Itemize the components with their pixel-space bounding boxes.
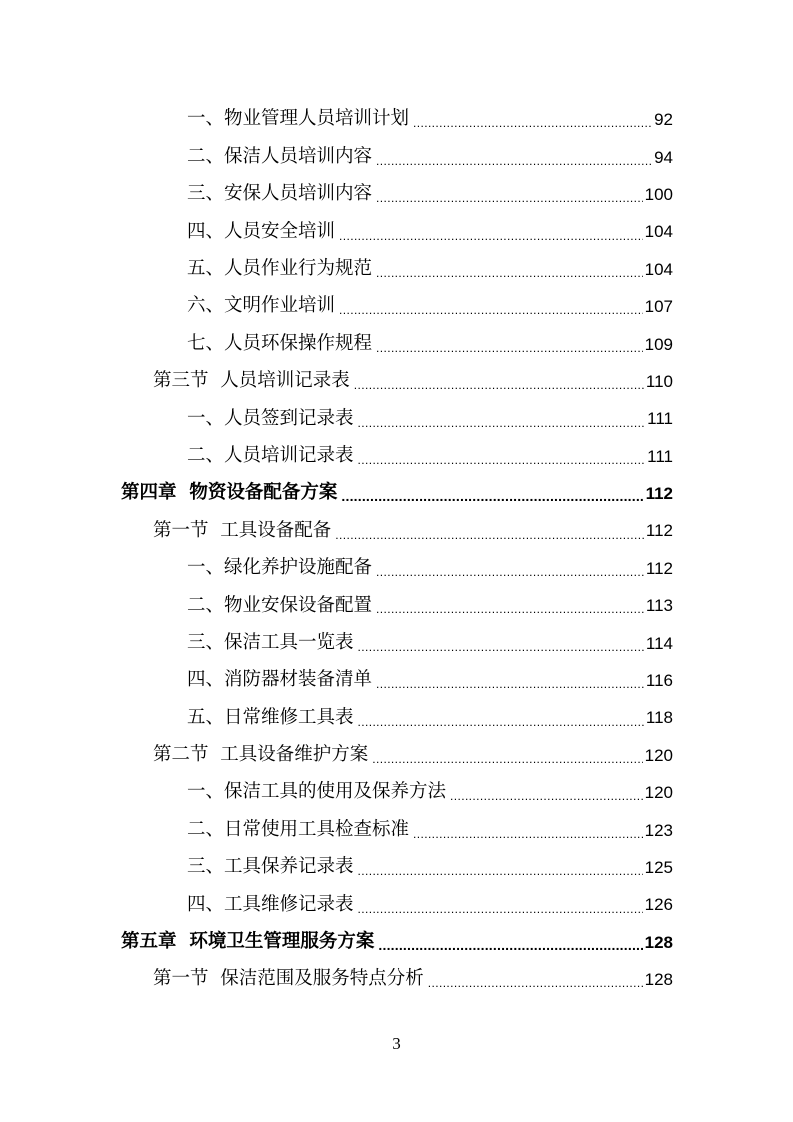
- toc-entry-title: 六、文明作业培训: [187, 295, 336, 317]
- toc-dot-leader: [339, 304, 643, 325]
- toc-dot-leader: [358, 716, 644, 737]
- toc-entry-page-number: 120: [644, 783, 673, 803]
- toc-subsection-entry[interactable]: [0, 624, 793, 661]
- toc-subsection-entry[interactable]: [0, 662, 793, 699]
- toc-entry-page-number: 125: [644, 858, 673, 877]
- toc-subsection-entry[interactable]: [0, 176, 793, 213]
- toc-entry-title: 四、消防器材装备清单: [187, 669, 373, 691]
- toc-dot-leader: [413, 828, 643, 849]
- toc-entry-title: 四、工具维修记录表: [187, 893, 354, 915]
- toc-dot-leader: [376, 192, 643, 213]
- toc-dot-leader: [378, 938, 642, 961]
- toc-entry-title: 二、日常使用工具检查标准: [187, 818, 410, 840]
- toc-section-entry[interactable]: [0, 737, 793, 774]
- toc-subsection-entry[interactable]: [0, 251, 793, 288]
- toc-entry-title: 五、人员作业行为规范: [187, 258, 373, 279]
- toc-dot-leader: [335, 529, 644, 550]
- toc-entry-title: 第四章 物资设备配备方案: [121, 482, 338, 504]
- toc-dot-leader: [358, 641, 644, 662]
- toc-subsection-entry[interactable]: [0, 550, 793, 587]
- toc-entry-page-number: 116: [645, 671, 673, 691]
- toc-section-entry[interactable]: [0, 363, 793, 400]
- toc-entry-page-number: 111: [647, 446, 673, 466]
- toc-entry-title: 七、人员环保操作规程: [187, 332, 373, 354]
- toc-entry-title: 第二节 工具设备维护方案: [153, 744, 369, 766]
- toc-section-entry[interactable]: [0, 512, 793, 549]
- toc-subsection-entry[interactable]: [0, 101, 793, 138]
- toc-dot-leader: [376, 566, 644, 587]
- toc-entry-page-number: 104: [644, 259, 673, 279]
- toc-entry-page-number: 111: [647, 409, 673, 429]
- toc-dot-leader: [341, 489, 643, 512]
- toc-chapter-entry[interactable]: [0, 924, 793, 961]
- toc-subsection-entry[interactable]: [0, 774, 793, 811]
- toc-entry-page-number: 112: [645, 484, 673, 504]
- toc-dot-leader: [376, 267, 643, 288]
- toc-entry-page-number: 112: [645, 521, 673, 541]
- toc-entry-title: 一、人员签到记录表: [187, 407, 354, 429]
- toc-dot-leader: [376, 603, 644, 624]
- toc-entry-page-number: 94: [654, 147, 673, 167]
- toc-subsection-entry[interactable]: [0, 438, 793, 475]
- toc-entry-page-number: 92: [654, 110, 673, 130]
- toc-chapter-entry[interactable]: [0, 475, 793, 512]
- toc-subsection-entry[interactable]: [0, 400, 793, 437]
- toc-entry-title: 三、安保人员培训内容: [187, 183, 373, 205]
- toc-dot-leader: [339, 230, 643, 251]
- toc-dot-leader: [428, 977, 643, 998]
- toc-dot-leader: [358, 865, 643, 886]
- toc-dot-leader: [376, 678, 644, 699]
- toc-section-entry[interactable]: [0, 961, 793, 998]
- toc-dot-leader: [358, 454, 646, 475]
- toc-entry-page-number: 128: [644, 970, 673, 990]
- toc-entry-title: 一、保洁工具的使用及保养方法: [187, 781, 447, 803]
- toc-entry-title: 第三节 人员培训记录表: [153, 370, 350, 392]
- toc-dot-leader: [358, 417, 646, 438]
- toc-subsection-entry[interactable]: [0, 811, 793, 848]
- toc-entry-page-number: 114: [645, 633, 673, 653]
- toc-entry-page-number: 109: [644, 334, 673, 354]
- toc-dot-leader: [376, 342, 643, 363]
- toc-entry-page-number: 128: [644, 932, 673, 952]
- toc-entry-title: 三、保洁工具一览表: [187, 631, 354, 653]
- toc-dot-leader: [450, 790, 643, 811]
- table-of-contents: [0, 101, 793, 998]
- toc-entry-title: 二、人员培训记录表: [187, 444, 354, 466]
- toc-entry-page-number: 110: [645, 371, 673, 391]
- toc-entry-title: 一、物业管理人员培训计划: [187, 108, 410, 130]
- toc-entry-title: 三、工具保养记录表: [187, 856, 354, 878]
- toc-dot-leader: [413, 117, 652, 138]
- toc-entry-page-number: 112: [645, 558, 673, 578]
- toc-entry-page-number: 113: [645, 596, 673, 616]
- toc-dot-leader: [354, 379, 644, 400]
- toc-entry-title: 二、保洁人员培训内容: [187, 145, 373, 167]
- toc-subsection-entry[interactable]: [0, 288, 793, 325]
- toc-entry-page-number: 120: [644, 745, 673, 765]
- toc-subsection-entry[interactable]: [0, 138, 793, 175]
- toc-entry-title: 第一节 保洁范围及服务特点分析: [153, 968, 424, 990]
- toc-entry-page-number: 100: [644, 184, 673, 204]
- toc-entry-title: 一、绿化养护设施配备: [187, 557, 373, 579]
- toc-dot-leader: [358, 903, 643, 924]
- toc-dot-leader: [372, 753, 642, 774]
- toc-subsection-entry[interactable]: [0, 886, 793, 923]
- toc-subsection-entry[interactable]: [0, 325, 793, 362]
- toc-dot-leader: [376, 155, 652, 176]
- toc-entry-title: 四、人员安全培训: [187, 220, 336, 242]
- toc-entry-title: 第一节 工具设备配备: [153, 519, 332, 541]
- toc-entry-title: 五、日常维修工具表: [187, 706, 354, 728]
- toc-entry-title: 二、物业安保设备配置: [187, 594, 373, 616]
- toc-subsection-entry[interactable]: [0, 587, 793, 624]
- toc-entry-page-number: 107: [644, 297, 673, 317]
- toc-entry-page-number: 123: [644, 820, 673, 840]
- toc-entry-page-number: 104: [644, 222, 673, 242]
- page-number: 3: [392, 1034, 401, 1053]
- toc-entry-page-number: 118: [645, 708, 673, 728]
- toc-subsection-entry[interactable]: [0, 699, 793, 736]
- toc-subsection-entry[interactable]: [0, 849, 793, 886]
- toc-subsection-entry[interactable]: [0, 213, 793, 250]
- toc-entry-title: 第五章 环境卫生管理服务方案: [121, 931, 375, 953]
- toc-entry-page-number: 126: [644, 895, 673, 915]
